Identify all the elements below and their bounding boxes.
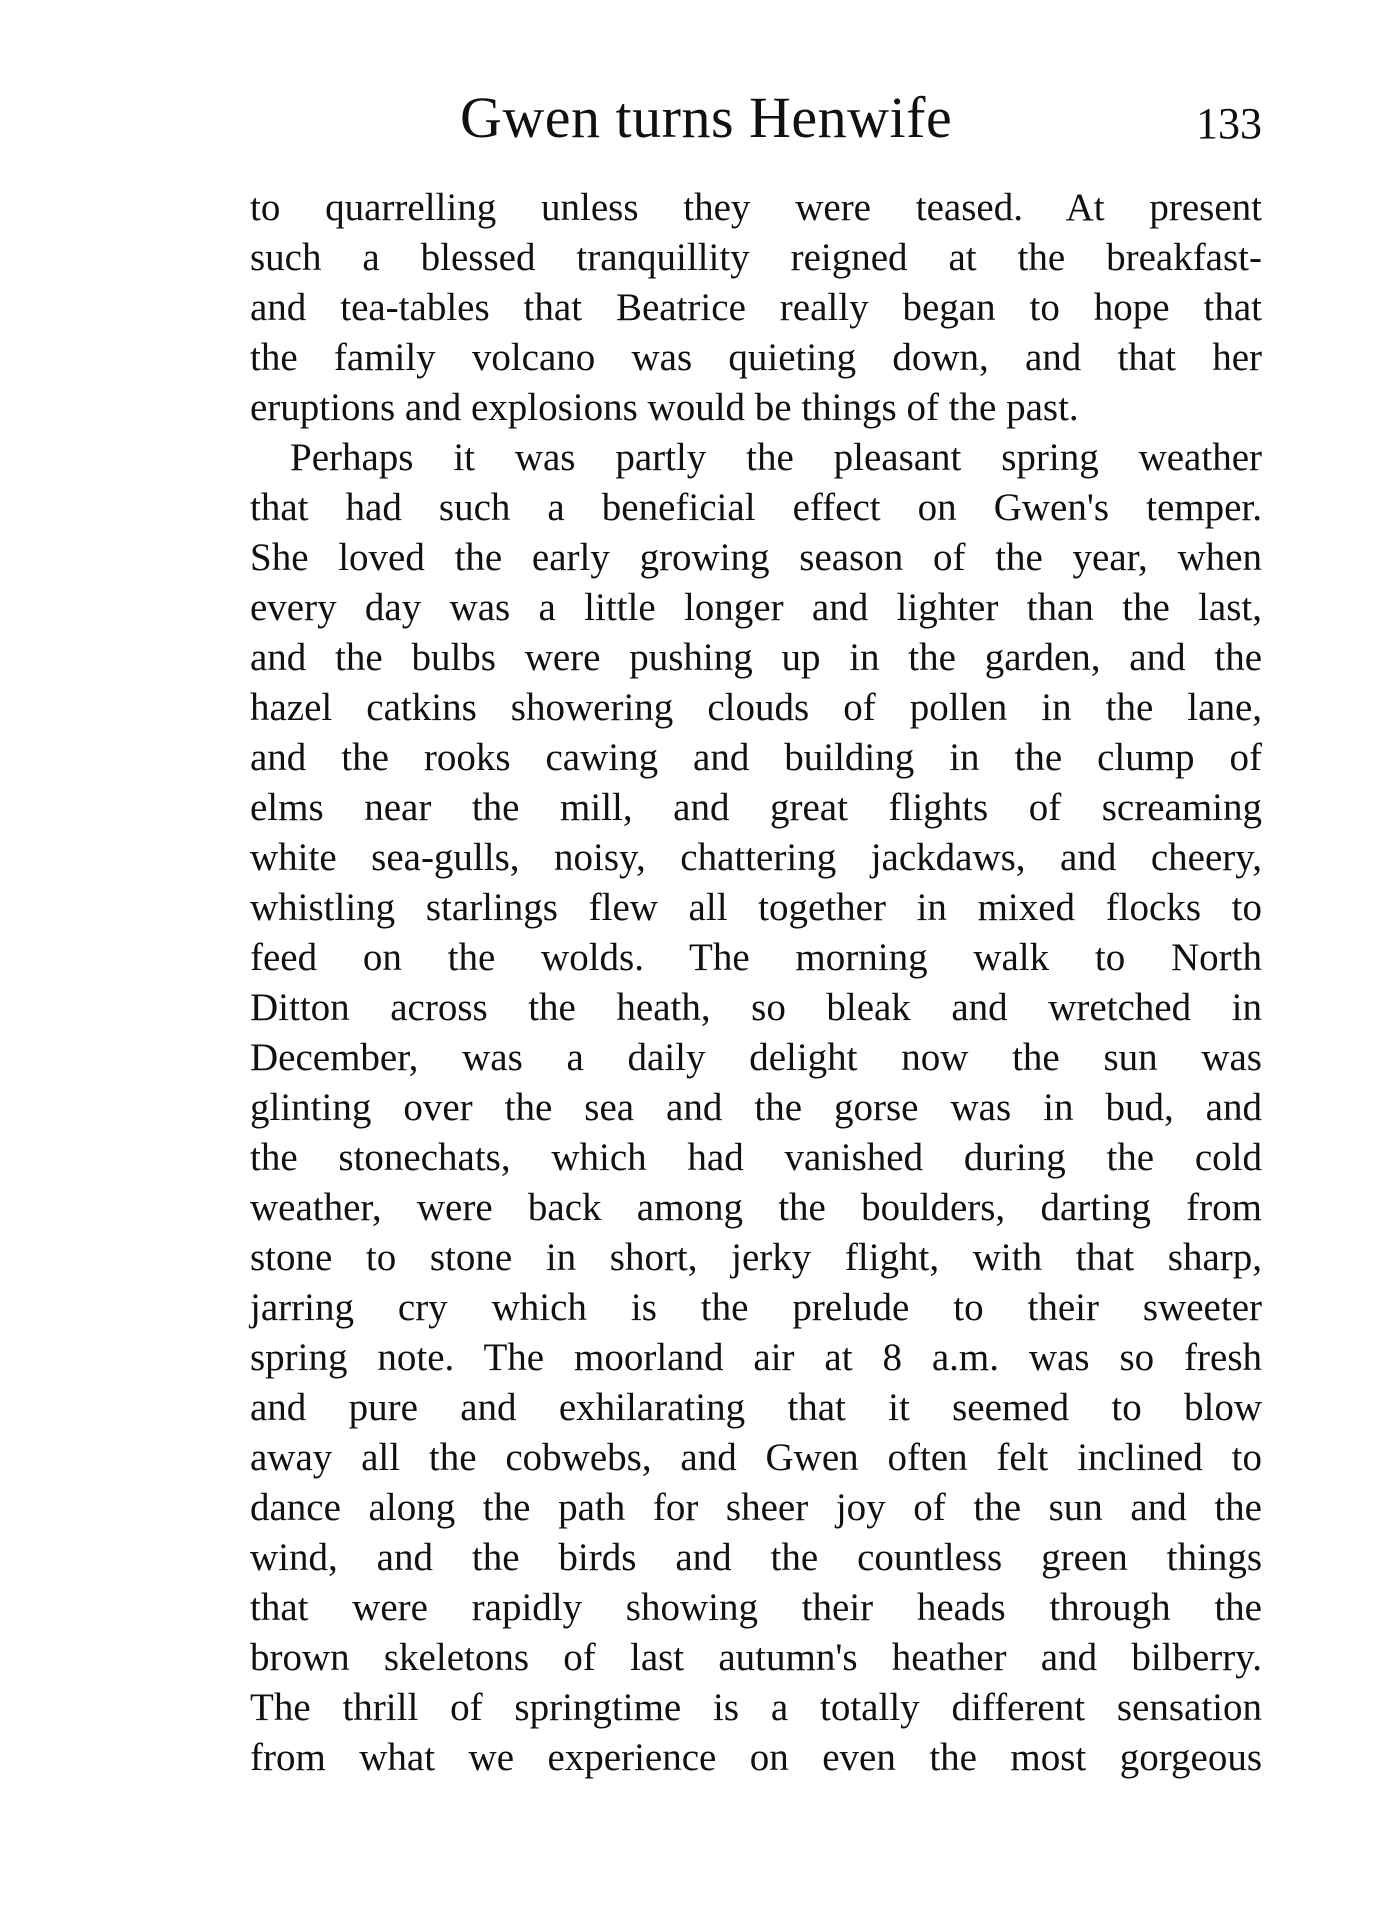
text-line: away all the cobwebs, and Gwen often felt inclined to [250, 1436, 1262, 1479]
text-line: every day was a little longer and lighter than the last, [250, 586, 1262, 629]
text-line: to quarrelling unless they were teased. At present [250, 186, 1262, 229]
running-header [250, 78, 1270, 158]
text-line: that had such a beneficial effect on Gwen's temper. [250, 486, 1262, 529]
text-line: whistling starlings flew all together in mixed flocks to [250, 886, 1262, 929]
text-line: white sea-gulls, noisy, chattering jackdaws, and cheery, [250, 836, 1262, 879]
text-line: from what we experience on even the most gorgeous [250, 1736, 1262, 1779]
text-line: spring note. The moorland air at 8 a.m. was so fresh [250, 1336, 1262, 1379]
running-title: Gwen turns Henwife [460, 85, 953, 150]
text-line: elms near the mill, and great flights of screaming [250, 786, 1262, 829]
text-line: December, was a daily delight now the sun was [250, 1036, 1262, 1079]
text-line: stone to stone in short, jerky flight, with that sharp, [250, 1236, 1262, 1279]
text-line: and tea-tables that Beatrice really began to hope that [250, 286, 1262, 329]
text-line: the family volcano was quieting down, and that her [250, 336, 1262, 379]
text-line: eruptions and explosions would be things of the past. [250, 386, 1079, 429]
text-line: The thrill of springtime is a totally different sensation [250, 1686, 1262, 1729]
page-number: 133 [1196, 99, 1262, 148]
text-line: brown skeletons of last autumn's heather and bilberry. [250, 1636, 1262, 1679]
text-line: glinting over the sea and the gorse was in bud, and [250, 1086, 1262, 1129]
text-line: jarring cry which is the prelude to their sweeter [250, 1286, 1262, 1329]
text-line: She loved the early growing season of the year, when [250, 536, 1262, 579]
text-line: the stonechats, which had vanished during the cold [250, 1136, 1262, 1179]
text-line: and the rooks cawing and building in the clump of [250, 736, 1262, 779]
body-text [250, 183, 1262, 1783]
text-line: that were rapidly showing their heads through the [250, 1586, 1262, 1629]
text-line: such a blessed tranquillity reigned at the breakfast- [250, 236, 1262, 279]
text-line: dance along the path for sheer joy of the sun and the [250, 1486, 1262, 1529]
text-line: feed on the wolds. The morning walk to North [250, 936, 1262, 979]
text-line: weather, were back among the boulders, darting from [250, 1186, 1262, 1229]
text-line: and pure and exhilarating that it seemed to blow [250, 1386, 1262, 1429]
paragraph-first-line: Perhaps it was partly the pleasant spring weather [290, 436, 1262, 479]
text-line: hazel catkins showering clouds of pollen in the lane, [250, 686, 1262, 729]
text-line: wind, and the birds and the countless green things [250, 1536, 1262, 1579]
text-line: Ditton across the heath, so bleak and wretched in [250, 986, 1262, 1029]
text-line: and the bulbs were pushing up in the garden, and the [250, 636, 1262, 679]
